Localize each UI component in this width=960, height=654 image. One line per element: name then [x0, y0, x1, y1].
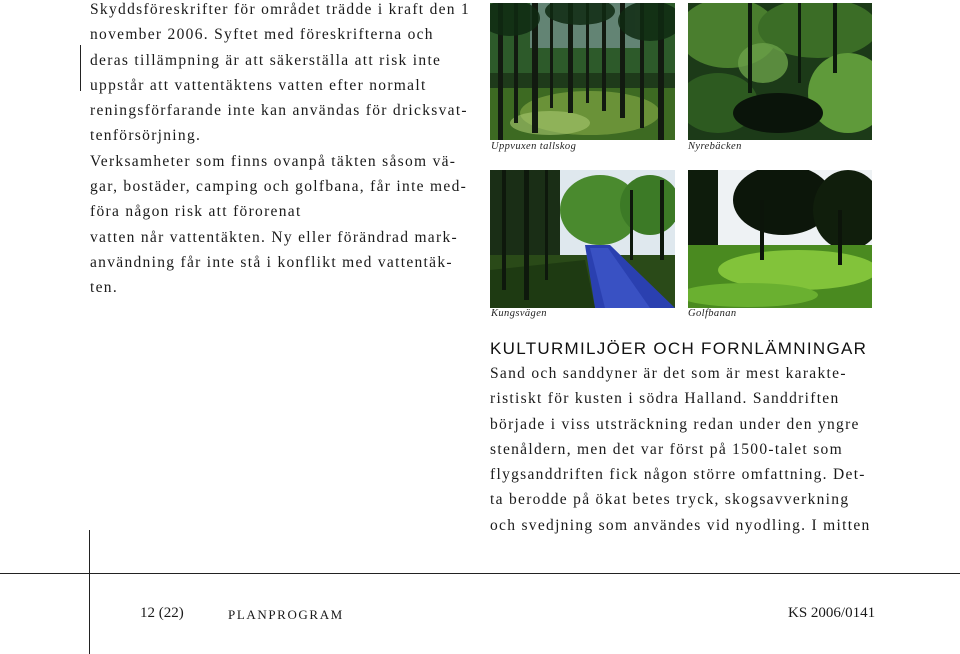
text-line: Sand och sanddyner är det som är mest karakte- — [490, 365, 847, 382]
photo-golf — [688, 170, 872, 308]
document-id: KS 2006/0141 — [788, 605, 876, 621]
text-line: vatten når vattentäkten. Ny eller förändrad mark- — [90, 228, 458, 246]
text-line: uppstår att vattentäktens vatten efter normalt — [90, 76, 427, 94]
photo-caption: Uppvuxen tallskog — [491, 141, 577, 152]
text-line: deras tillämpning är att säkerställa att risk inte — [90, 51, 442, 69]
text-line: stenåldern, men det var först på 1500-talet som — [490, 440, 843, 458]
text-line: gar, bostäder, camping och golfbana, får inte med- — [90, 178, 468, 196]
text-line: tenförsörjning. — [90, 127, 202, 145]
text-line: ten. — [90, 279, 119, 297]
text-line: november 2006. Syftet med föreskrifterna och — [90, 26, 434, 44]
photo-road — [490, 170, 675, 308]
photo-stream — [688, 3, 872, 140]
text-line: och svedjning som användes vid nyodling. I mitten — [490, 516, 871, 534]
photo-caption: Nyrebäcken — [688, 141, 742, 152]
margin-rule-top — [80, 45, 81, 91]
section-heading: KULTURMILJÖER OCH FORNLÄMNINGAR — [490, 339, 868, 358]
photo-pine-forest — [490, 3, 675, 140]
text-line: började i viss utsträckning redan under den yngre — [490, 415, 860, 433]
page-number: 12 (22) — [140, 605, 184, 621]
text-line: reningsförfarande inte kan användas för dricksvat- — [90, 102, 468, 120]
text-line: föra någon risk att förorenat — [90, 203, 302, 221]
text-line: ristiskt för kusten i södra Halland. Sanddriften — [490, 390, 840, 408]
text-line: ta berodde på ökat betes tryck, skogsavverkning — [490, 491, 850, 509]
text-line: Verksamheter som finns ovanpå täkten såsom vä- — [90, 152, 457, 170]
photo-caption: Kungsvägen — [491, 308, 547, 319]
text-line: flygsanddriften fick någon större omfattning. Det- — [490, 466, 866, 484]
left-column-text — [90, 0, 470, 301]
footer-rule — [0, 573, 960, 574]
text-line: användning får inte stå i konflikt med vattentäk- — [90, 253, 453, 271]
margin-rule-bottom — [89, 530, 90, 654]
photo-caption: Golfbanan — [688, 308, 737, 319]
document-type: PLANPROGRAM — [228, 607, 344, 622]
section-body — [490, 361, 871, 538]
text-line: Skyddsföreskrifter för området trädde i kraft den 1 — [90, 1, 471, 18]
